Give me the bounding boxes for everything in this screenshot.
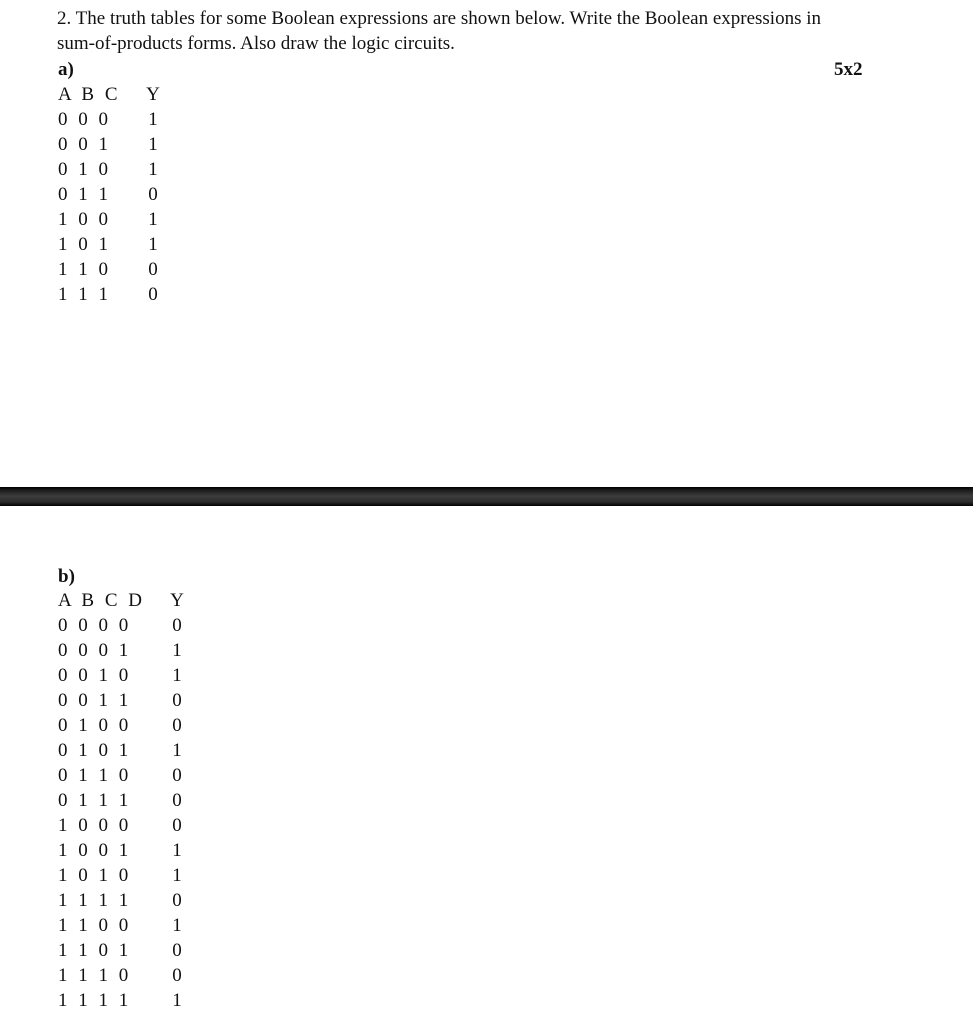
truth-table-row: [58, 257, 165, 282]
truth-table-row: [58, 663, 189, 688]
truth-table-row: [58, 788, 189, 813]
row-output: 0: [148, 259, 158, 280]
row-output: 0: [172, 690, 182, 711]
part-a-label: a): [58, 59, 74, 80]
truth-table-a-rows: [58, 107, 165, 307]
row-inputs: 0 0 1 0: [58, 665, 132, 686]
truth-table-row: [58, 282, 165, 307]
truth-table-row: [58, 863, 189, 888]
row-inputs: 1 1 0 1: [58, 940, 132, 961]
row-output: 0: [172, 815, 182, 836]
row-inputs: 1 0 0 0: [58, 815, 132, 836]
truth-table-b: [58, 588, 189, 1013]
row-inputs: 1 0 1: [58, 234, 111, 255]
row-output: 1: [148, 159, 158, 180]
row-output: 1: [172, 840, 182, 861]
question-text-line-1: 2. The truth tables for some Boolean expressions are shown below. Write the Boolean expressions in: [57, 8, 821, 29]
row-inputs: 1 1 1 0: [58, 965, 132, 986]
row-output: 0: [148, 184, 158, 205]
truth-table-row: [58, 207, 165, 232]
truth-table-row: [58, 763, 189, 788]
row-inputs: 0 0 1 1: [58, 690, 132, 711]
section-divider: [0, 487, 973, 506]
truth-table-a-header: [58, 82, 165, 107]
question-text-line-2: sum-of-products forms. Also draw the logic circuits.: [57, 33, 455, 54]
truth-table-row: [58, 157, 165, 182]
row-inputs: 0 1 1: [58, 184, 111, 205]
truth-table-a-output-header: Y: [146, 84, 160, 105]
row-inputs: 1 1 0 0: [58, 915, 132, 936]
row-output: 1: [172, 740, 182, 761]
row-inputs: 0 0 0 0: [58, 615, 132, 636]
row-output: 1: [172, 865, 182, 886]
row-inputs: 1 0 0: [58, 209, 111, 230]
row-inputs: 1 0 0 1: [58, 840, 132, 861]
truth-table-row: [58, 888, 189, 913]
truth-table-a-input-header: A B C: [58, 84, 121, 105]
row-output: 0: [172, 765, 182, 786]
truth-table-b-rows: [58, 613, 189, 1013]
row-inputs: 0 0 1: [58, 134, 111, 155]
row-inputs: 1 1 0: [58, 259, 111, 280]
truth-table-row: [58, 813, 189, 838]
row-output: 1: [148, 109, 158, 130]
truth-table-b-header: [58, 588, 189, 613]
marks-label: 5x2: [834, 59, 863, 80]
row-inputs: 0 1 0 0: [58, 715, 132, 736]
part-b-label: b): [58, 566, 75, 587]
row-inputs: 0 0 0: [58, 109, 111, 130]
row-inputs: 0 1 0 1: [58, 740, 132, 761]
truth-table-row: [58, 232, 165, 257]
truth-table-row: [58, 132, 165, 157]
truth-table-row: [58, 988, 189, 1013]
row-output: 1: [148, 209, 158, 230]
row-inputs: 0 0 0 1: [58, 640, 132, 661]
row-output: 0: [172, 890, 182, 911]
truth-table-b-input-header: A B C D: [58, 590, 145, 611]
row-inputs: 0 1 1 0: [58, 765, 132, 786]
truth-table-row: [58, 638, 189, 663]
truth-table-row: [58, 613, 189, 638]
row-output: 1: [172, 665, 182, 686]
truth-table-row: [58, 913, 189, 938]
row-output: 0: [172, 965, 182, 986]
row-output: 0: [172, 790, 182, 811]
truth-table-row: [58, 713, 189, 738]
row-output: 1: [172, 915, 182, 936]
row-inputs: 1 1 1 1: [58, 990, 132, 1011]
row-inputs: 1 0 1 0: [58, 865, 132, 886]
row-inputs: 1 1 1: [58, 284, 111, 305]
truth-table-a: [58, 82, 165, 307]
row-output: 1: [148, 134, 158, 155]
row-output: 1: [172, 640, 182, 661]
row-output: 1: [148, 234, 158, 255]
row-output: 0: [172, 615, 182, 636]
row-output: 0: [172, 715, 182, 736]
row-inputs: 0 1 1 1: [58, 790, 132, 811]
truth-table-row: [58, 688, 189, 713]
truth-table-row: [58, 963, 189, 988]
row-output: 0: [172, 940, 182, 961]
truth-table-b-output-header: Y: [170, 590, 184, 611]
truth-table-row: [58, 738, 189, 763]
row-output: 0: [148, 284, 158, 305]
row-inputs: 0 1 0: [58, 159, 111, 180]
row-inputs: 1 1 1 1: [58, 890, 132, 911]
truth-table-row: [58, 838, 189, 863]
truth-table-row: [58, 107, 165, 132]
truth-table-row: [58, 182, 165, 207]
truth-table-row: [58, 938, 189, 963]
row-output: 1: [172, 990, 182, 1011]
